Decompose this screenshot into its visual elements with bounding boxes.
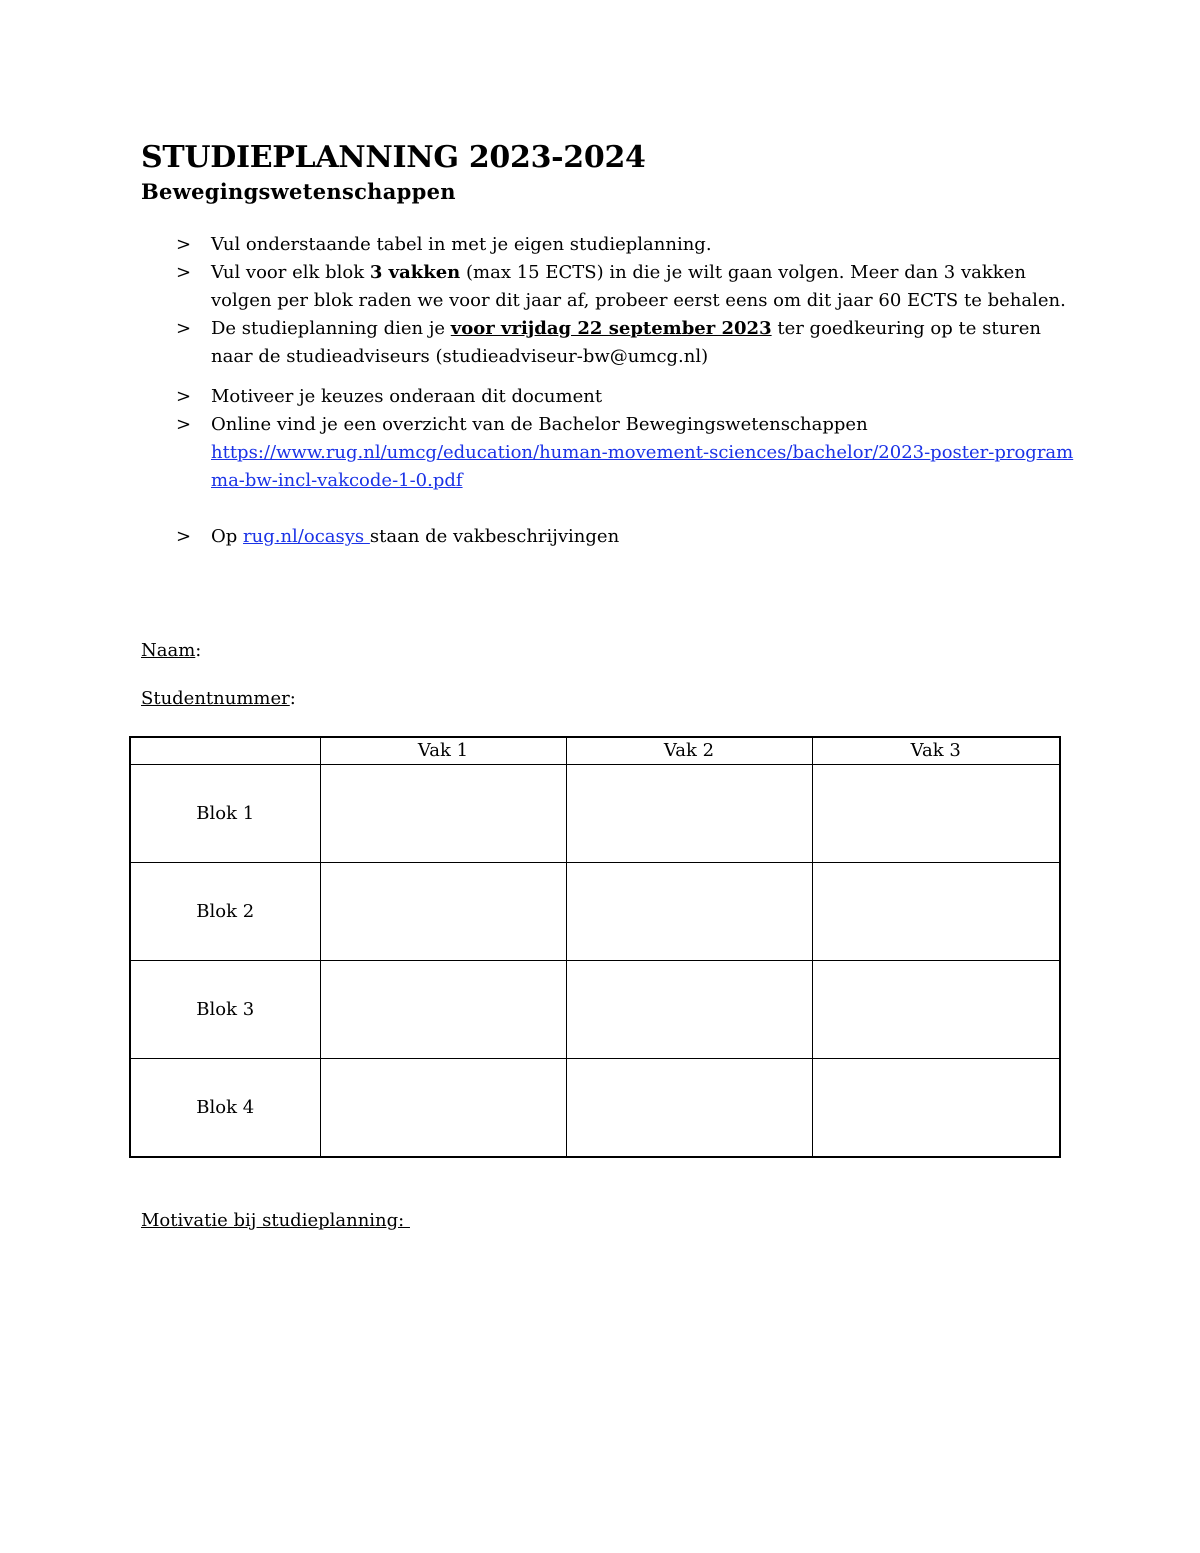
deadline-date: voor vrijdag 22 september 2023 xyxy=(450,318,772,339)
table-row xyxy=(130,1059,1060,1158)
table-row xyxy=(130,765,1060,863)
course-cell[interactable] xyxy=(566,961,812,1059)
bullet-marker: > xyxy=(176,414,192,435)
instruction-item: > Online vind je een overzicht van de Bachelor Bewegingswetenschappen https://www.rug.nl/umcg/education/human-movement-sciences/bachelor/2023-poster-programma-bw-incl-vakcode-1-0.pdf xyxy=(176,411,1076,495)
course-cell[interactable] xyxy=(566,765,812,863)
course-cell[interactable] xyxy=(320,863,566,961)
course-cell[interactable] xyxy=(812,765,1060,863)
document-title: STUDIEPLANNING 2023-2024 xyxy=(141,140,646,175)
table-header-cell: Vak 3 xyxy=(812,737,1060,765)
name-field-label: Naam: xyxy=(141,640,202,661)
bullet-marker: > xyxy=(176,234,192,255)
bullet-marker: > xyxy=(176,262,192,283)
instruction-item: > De studieplanning dien je voor vrijdag 22 september 2023 ter goedkeuring op te sturen naar de studieadviseurs (studieadviseur-bw@umcg.nl) xyxy=(176,315,1076,371)
course-cell[interactable] xyxy=(812,961,1060,1059)
course-cell[interactable] xyxy=(320,765,566,863)
table-header-cell xyxy=(130,737,320,765)
student-number-field-label: Studentnummer: xyxy=(141,688,296,709)
table-header-row xyxy=(130,737,1060,765)
program-overview-link[interactable]: https://www.rug.nl/umcg/education/human-movement-sciences/bachelor/2023-poster-programma-bw-incl-vakcode-1-0.pdf xyxy=(211,442,1074,491)
ocasys-link[interactable]: rug.nl/ocasys xyxy=(243,526,370,547)
course-cell[interactable] xyxy=(320,961,566,1059)
planning-table xyxy=(129,736,1061,1158)
bullet-marker: > xyxy=(176,318,192,339)
course-cell[interactable] xyxy=(566,863,812,961)
table-header-cell: Vak 2 xyxy=(566,737,812,765)
course-cell[interactable] xyxy=(566,1059,812,1158)
course-cell[interactable] xyxy=(320,1059,566,1158)
instruction-item: > Vul onderstaande tabel in met je eigen studieplanning. xyxy=(176,231,1076,259)
emphasis-3-vakken: 3 vakken xyxy=(369,262,461,283)
motivation-label: Motivatie bij studieplanning: xyxy=(141,1210,410,1231)
row-label: Blok 2 xyxy=(130,863,320,961)
instruction-list xyxy=(176,231,1076,551)
bullet-marker: > xyxy=(176,386,192,407)
row-label: Blok 3 xyxy=(130,961,320,1059)
course-cell[interactable] xyxy=(812,863,1060,961)
table-row xyxy=(130,863,1060,961)
row-label: Blok 4 xyxy=(130,1059,320,1158)
document-subtitle: Bewegingswetenschappen xyxy=(141,179,456,204)
instruction-item: > Vul voor elk blok 3 vakken (max 15 ECTS) in die je wilt gaan volgen. Meer dan 3 vakken volgen per blok raden we voor dit jaar af, probeer eerst eens om dit jaar 60 ECTS te behalen. xyxy=(176,259,1076,315)
instruction-item: > Motiveer je keuzes onderaan dit document xyxy=(176,383,1076,411)
table-row xyxy=(130,961,1060,1059)
course-cell[interactable] xyxy=(812,1059,1060,1158)
row-label: Blok 1 xyxy=(130,765,320,863)
bullet-marker: > xyxy=(176,526,192,547)
instruction-item: > Op rug.nl/ocasys staan de vakbeschrijvingen xyxy=(176,523,1076,551)
table-header-cell: Vak 1 xyxy=(320,737,566,765)
